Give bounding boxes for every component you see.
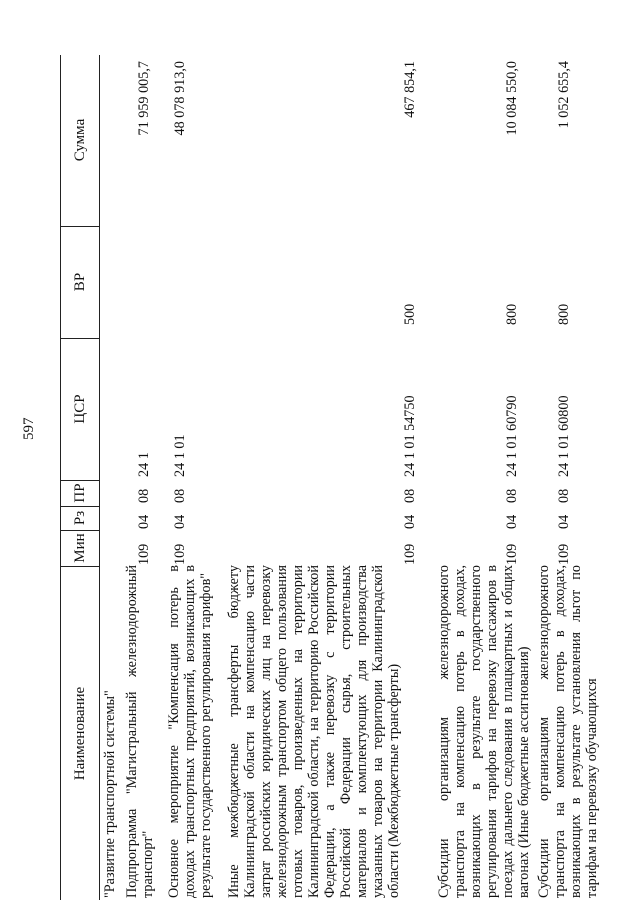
row-csr: 24 1: [136, 452, 152, 477]
table-header: [60, 55, 100, 900]
row-rz: 04: [504, 514, 520, 529]
row-min: 109: [504, 543, 520, 565]
row-min: 109: [172, 543, 188, 565]
row-sum: 1 052 655,4: [556, 61, 572, 129]
row-sum: 71 959 005,7: [136, 61, 152, 136]
header-sum: Сумма: [61, 54, 99, 227]
row-vr: 800: [556, 303, 572, 325]
row-name: Субсидии организациям железнодорожного транспорта на компенсацию потерь в доходах, возникающих в результате установления льгот по тарифам на перевозку обучающихся: [536, 565, 600, 898]
row-name: Иные межбюджетные трансферты бюджету Калининградской области на компенсацию части затрат российских юридических лиц на перевозку железнодорожным транспортом общего пользования готовых товаров, произведенных на территории Калининградской области, на территорию Российской Федерации, а также перевозку с территории Российской Федерации сырья, строительных материалов и комплектующих для производства указанных товаров на территории Калининградской области (Межбюджетные трансферты): [226, 565, 402, 898]
budget-table: [60, 55, 620, 900]
page-number: 597: [21, 417, 37, 440]
row-rz: 04: [172, 514, 188, 529]
header-min: Мин: [61, 530, 99, 567]
row-csr: 24 1 01 60800: [556, 395, 572, 477]
row-name: Подпрограмма "Магистральный железнодорожный транспорт": [124, 565, 156, 898]
row-name: "Развитие транспортной системы": [102, 690, 118, 898]
row-pr: 08: [402, 488, 418, 503]
row-min: 109: [556, 543, 572, 565]
row-vr: 500: [402, 303, 418, 325]
row-pr: 08: [556, 488, 572, 503]
row-csr: 24 1 01: [172, 434, 188, 477]
row-pr: 08: [504, 488, 520, 503]
row-csr: 24 1 01 54750: [402, 395, 418, 477]
header-name: Наименование: [71, 686, 88, 781]
row-name: Основное мероприятие "Компенсация потерь в доходах транспортных предприятий, возникающих в результате государственного регулирования тарифов": [166, 565, 214, 898]
row-rz: 04: [556, 514, 572, 529]
row-pr: 08: [136, 488, 152, 503]
row-csr: 24 1 01 60790: [504, 395, 520, 477]
row-name: Субсидии организациям железнодорожного транспорта на компенсацию потерь в доходах, возникающих в результате государственного регулирования тарифов на перевозку пассажиров в поездах дальнего следования в плацкартных и общих вагонах (Иные бюджетные ассигнования): [436, 565, 532, 898]
header-rz: Рз: [61, 506, 99, 531]
row-vr: 800: [504, 303, 520, 325]
row-pr: 08: [172, 488, 188, 503]
row-sum: 467 854,1: [402, 61, 418, 118]
row-min: 109: [136, 543, 152, 565]
header-vr: ВР: [61, 226, 99, 339]
row-rz: 04: [402, 514, 418, 529]
row-sum: 48 078 913,0: [172, 61, 188, 136]
header-csr: ЦСР: [61, 338, 99, 481]
row-min: 109: [402, 543, 418, 565]
row-sum: 10 084 550,0: [504, 61, 520, 136]
row-rz: 04: [136, 514, 152, 529]
header-pr: ПР: [61, 480, 99, 507]
